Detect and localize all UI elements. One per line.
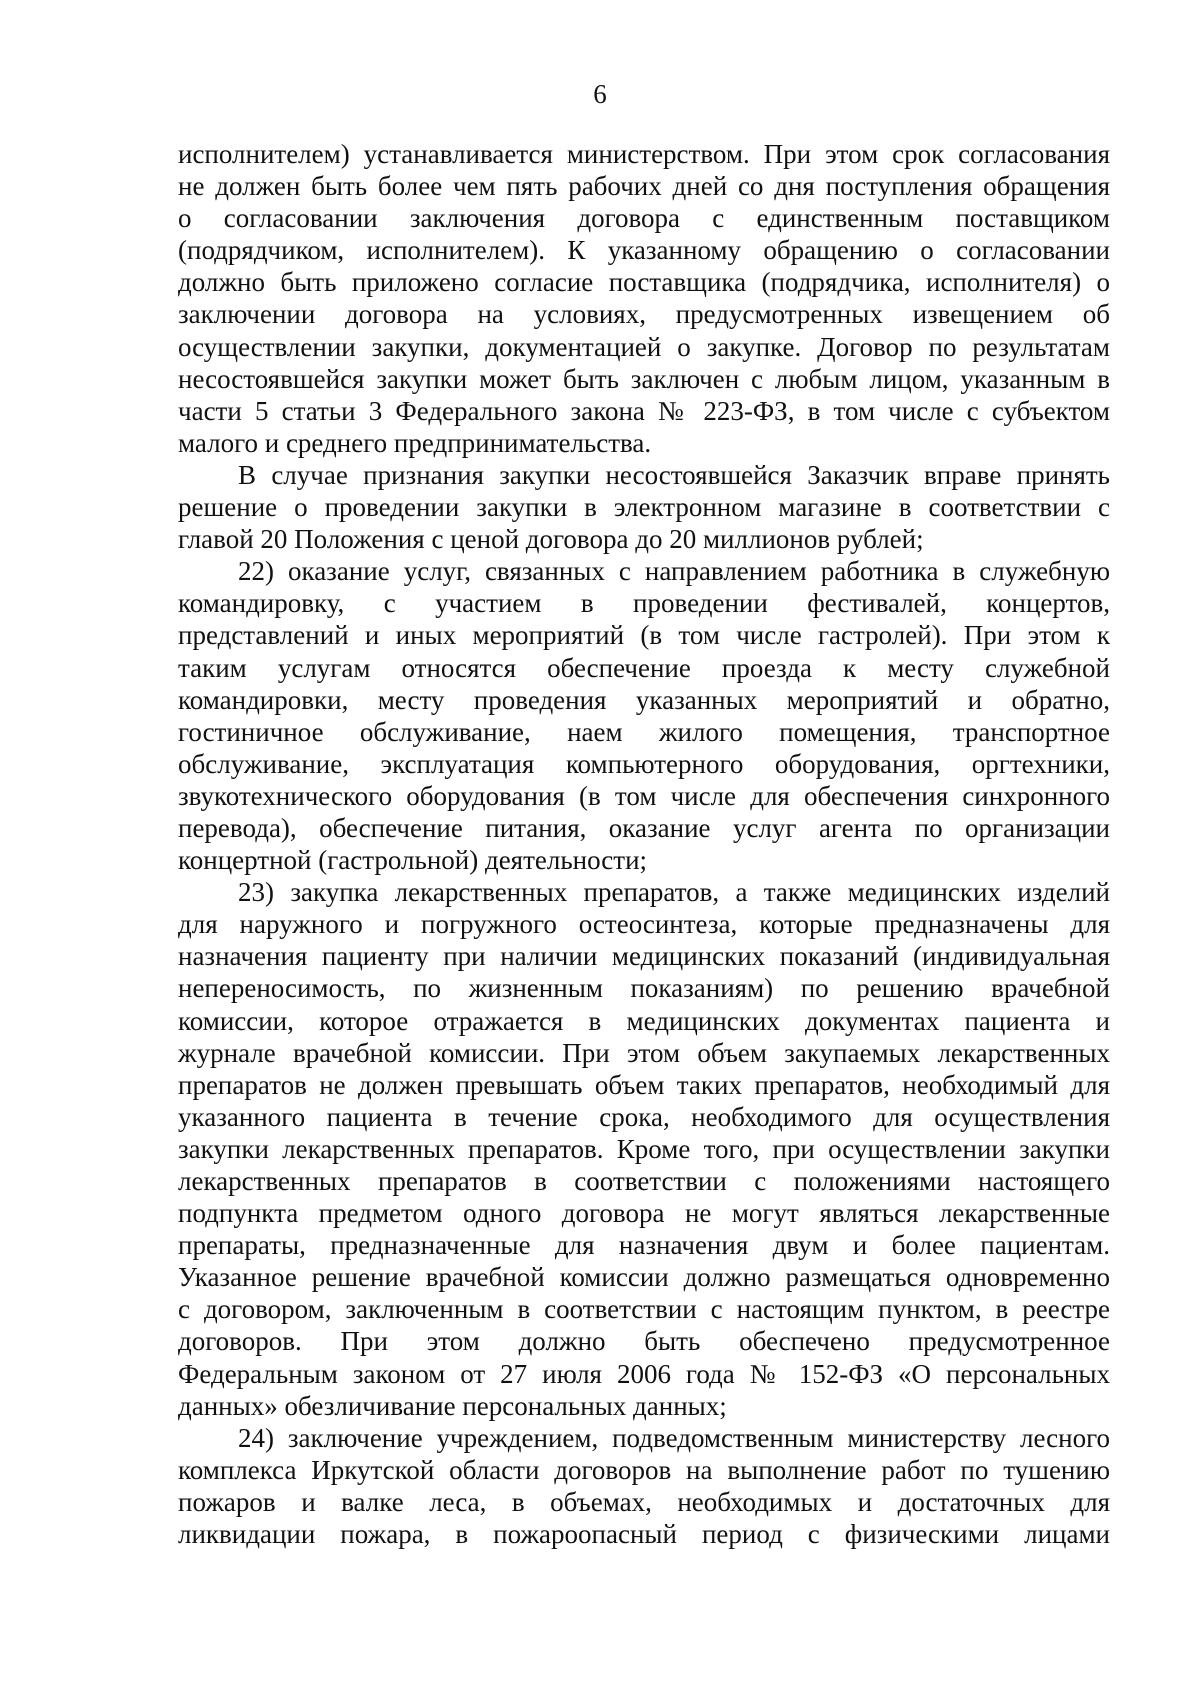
text-line: несостоявшейся закупки может быть заключен с любым лицом, указанным в — [178, 363, 1110, 394]
text-line: договоров. При этом должно быть обеспечено предусмотренное — [178, 1326, 1110, 1357]
text-line: звукотехнического оборудования (в том числе для обеспечения синхронного — [178, 780, 1110, 811]
text-line: заключении договора на условиях, предусмотренных извещением об — [178, 299, 1110, 330]
text-line: с договором, заключенным в соответствии с настоящим пунктом, в реестре — [178, 1294, 1110, 1325]
text-line: журнале врачебной комиссии. При этом объем закупаемых лекарственных — [178, 1037, 1110, 1068]
text-line: данных» обезличивание персональных данных; — [178, 1390, 727, 1421]
paragraph-item-24 — [178, 1422, 1110, 1550]
text-line: части 5 статьи 3 Федерального закона № 223-ФЗ, в том числе с субъектом — [178, 395, 1110, 426]
text-line: о согласовании заключения договора с единственным поставщиком — [178, 203, 1110, 234]
text-line: решение о проведении закупки в электронном магазине в соответствии с — [178, 492, 1110, 523]
text-line: непереносимость, по жизненным показаниям) по решению врачебной — [178, 973, 1110, 1004]
text-line: комплекса Иркутской области договоров на выполнение работ по тушению — [178, 1454, 1110, 1485]
text-line: осуществлении закупки, документацией о закупке. Договор по результатам — [178, 331, 1110, 362]
text-line: препаратов не должен превышать объем таких препаратов, необходимый для — [178, 1069, 1110, 1100]
text-line: исполнителем) устанавливается министерством. При этом срок согласования — [178, 139, 1110, 169]
paragraph-case-failed-procurement — [178, 459, 1110, 555]
paragraph-continuation — [178, 138, 1110, 459]
text-line: малого и среднего предпринимательства. — [178, 427, 652, 458]
text-line: обслуживание, эксплуатация компьютерного оборудования, оргтехники, — [178, 748, 1110, 779]
text-line: назначения пациенту при наличии медицинских показаний (индивидуальная — [178, 941, 1110, 972]
text-line: таким услугам относятся обеспечение проезда к месту служебной — [178, 652, 1110, 683]
text-line: указанного пациента в течение срока, необходимого для осуществления — [178, 1101, 1110, 1132]
text-line: командировку, с участием в проведении фестивалей, концертов, — [178, 588, 1110, 619]
text-line: для наружного и погружного остеосинтеза, которые предназначены для — [178, 909, 1110, 940]
text-line: комиссии, которое отражается в медицинских документах пациента и — [178, 1005, 1110, 1036]
text-line: закупки лекарственных препаратов. Кроме того, при осуществлении закупки — [178, 1133, 1110, 1164]
text-line: лекарственных препаратов в соответствии с положениями настоящего — [178, 1166, 1110, 1196]
text-line: (подрядчиком, исполнителем). К указанному обращению о согласовании — [178, 235, 1110, 266]
text-line: концертной (гастрольной) деятельности; — [178, 845, 648, 876]
document-body — [178, 138, 1110, 1550]
text-line: 24) заключение учреждением, подведомственным министерству лесного — [238, 1422, 1110, 1453]
text-line: 22) оказание услуг, связанных с направлением работника в служебную — [238, 556, 1110, 587]
paragraph-item-23 — [178, 876, 1110, 1422]
text-line: перевода), обеспечение питания, оказание услуг агента по организации — [178, 812, 1110, 843]
text-line: ликвидации пожара, в пожароопасный период с физическими лицами — [178, 1519, 1110, 1550]
paragraph-item-22 — [178, 555, 1110, 876]
text-line: В случае признания закупки несостоявшейся Заказчик вправе принять — [238, 459, 1110, 490]
text-line: подпункта предметом одного договора не могут являться лекарственные — [178, 1198, 1110, 1229]
text-line: командировки, месту проведения указанных мероприятий и обратно, — [178, 684, 1110, 715]
text-line: Федеральным законом от 27 июля 2006 года № 152-ФЗ «О персональных — [178, 1358, 1110, 1389]
text-line: представлений и иных мероприятий (в том числе гастролей). При этом к — [178, 620, 1110, 651]
text-line: гостиничное обслуживание, наем жилого помещения, транспортное — [178, 716, 1110, 747]
text-line: 23) закупка лекарственных препаратов, а также медицинских изделий — [238, 877, 1110, 908]
text-line: должно быть приложено согласие поставщика (подрядчика, исполнителя) о — [178, 267, 1110, 298]
text-line: препараты, предназначенные для назначения двум и более пациентам. — [178, 1230, 1110, 1261]
text-line: Указанное решение врачебной комиссии должно размещаться одновременно — [178, 1262, 1110, 1293]
text-line: пожаров и валке леса, в объемах, необходимых и достаточных для — [178, 1486, 1110, 1517]
text-line: главой 20 Положения с ценой договора до 20 миллионов рублей; — [178, 524, 924, 555]
page-number: 6 — [593, 79, 607, 109]
text-line: не должен быть более чем пять рабочих дней со дня поступления обращения — [178, 171, 1110, 202]
